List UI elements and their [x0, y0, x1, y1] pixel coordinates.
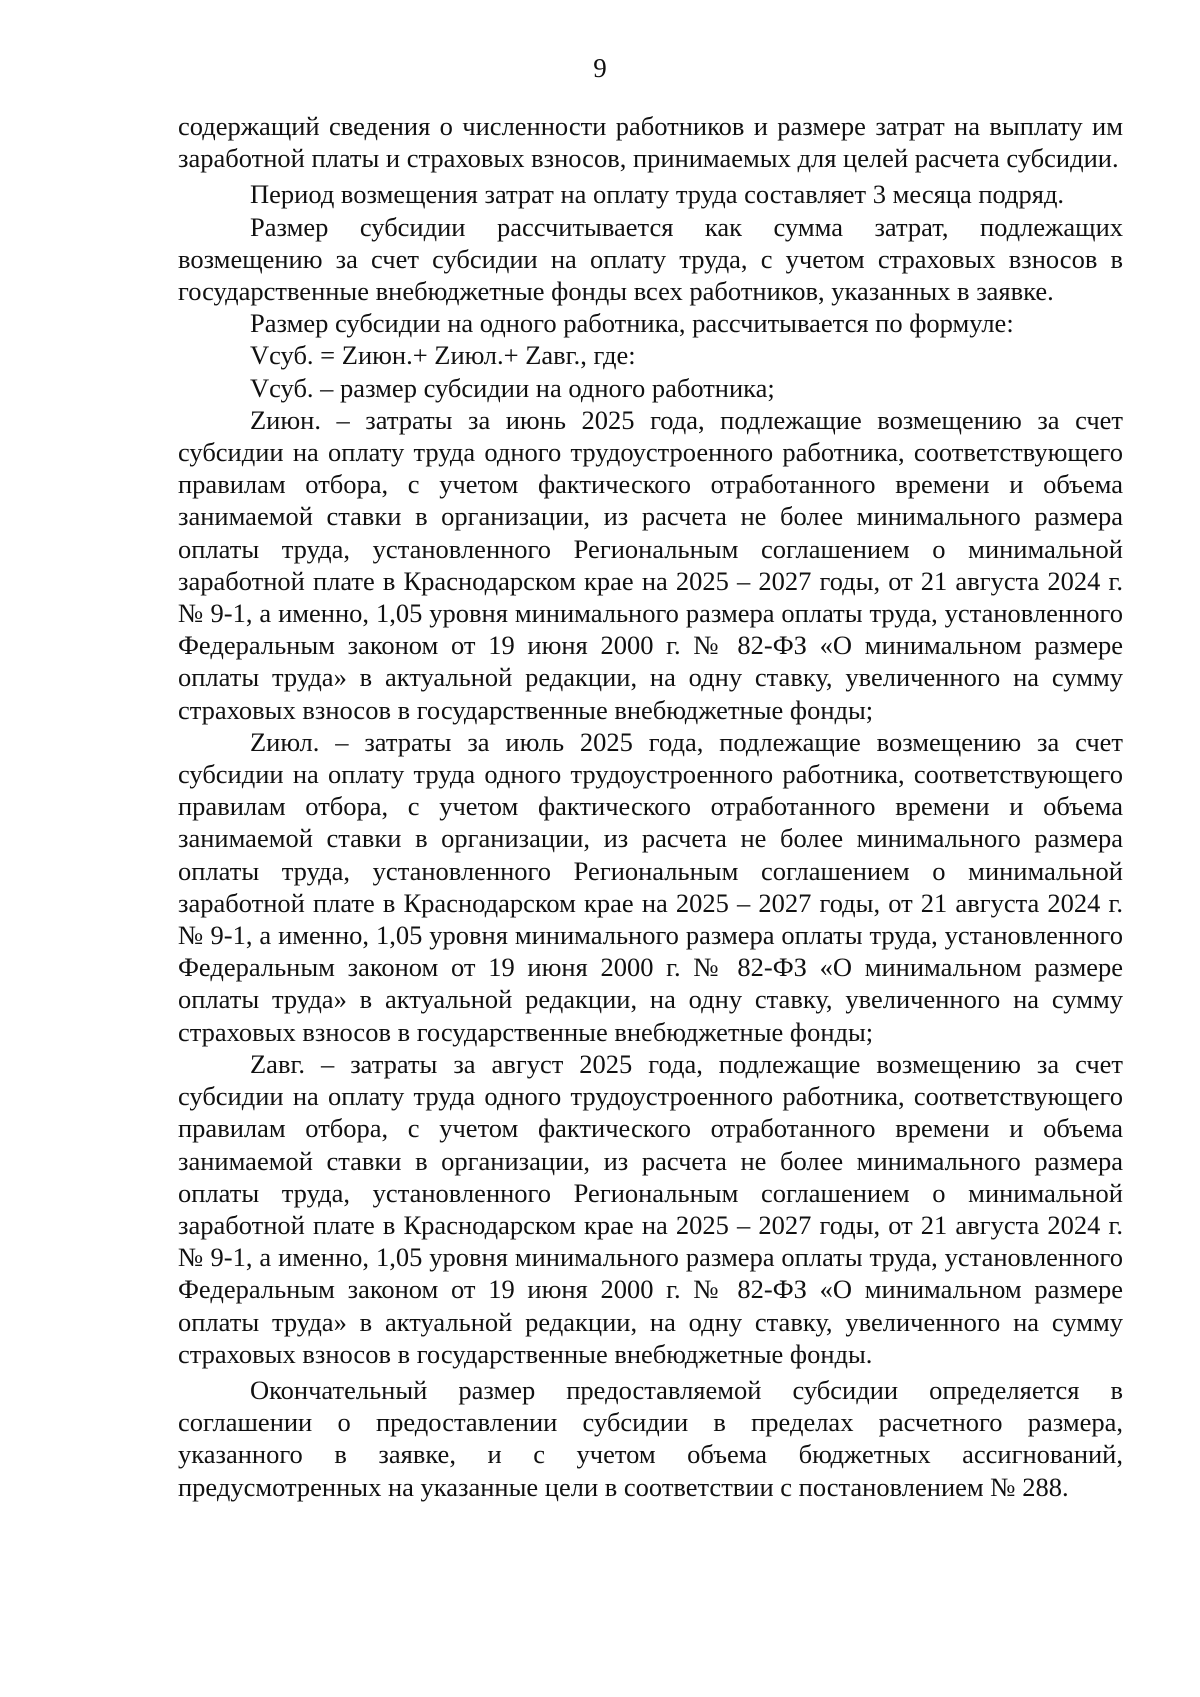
document-body: [178, 110, 1123, 1503]
paragraph-compensation-period: Период возмещения затрат на оплату труда составляет 3 месяца подряд.: [250, 179, 1065, 210]
definition-z-july: Zиюл. – затраты за июль 2025 года, подлежащие возмещению за счет субсидии на оплату труда одного трудоустроенного работника, соответствующего правилам отбора, с учетом фактического отработанного времени и объема занимаемой ставки в организации, из расчета не более минимального размера оплаты труда, установленного Региональным соглашением о минимальной заработной плате в Краснодарском крае на 2025 – 2027 годы, от 21 августа 2024 г. № 9-1, а именно, 1,05 уровня минимального размера оплаты труда, установленного Федеральным законом от 19 июня 2000 г. № 82-ФЗ «О минимальном размере оплаты труда» в актуальной редакции, на одну ставку, увеличенного на сумму страховых взносов в государственные внебюджетные фонды;: [178, 726, 1123, 1047]
definition-z-june: Zиюн. – затраты за июнь 2025 года, подлежащие возмещению за счет субсидии на оплату труда одного трудоустроенного работника, соответствующего правилам отбора, с учетом фактического отработанного времени и объема занимаемой ставки в организации, из расчета не более минимального размера оплаты труда, установленного Региональным соглашением о минимальной заработной плате в Краснодарском крае на 2025 – 2027 годы, от 21 августа 2024 г. № 9-1, а именно, 1,05 уровня минимального размера оплаты труда, установленного Федеральным законом от 19 июня 2000 г. № 82-ФЗ «О минимальном размере оплаты труда» в актуальной редакции, на одну ставку, увеличенного на сумму страховых взносов в государственные внебюджетные фонды;: [178, 404, 1123, 725]
page-number: 9: [593, 53, 607, 83]
definition-z-august: Zавг. – затраты за август 2025 года, подлежащие возмещению за счет субсидии на оплату труда одного трудоустроенного работника, соответствующего правилам отбора, с учетом фактического отработанного времени и объема занимаемой ставки в организации, из расчета не более минимального размера оплаты труда, установленного Региональным соглашением о минимальной заработной плате в Краснодарском крае на 2025 – 2027 годы, от 21 августа 2024 г. № 9-1, а именно, 1,05 уровня минимального размера оплаты труда, установленного Федеральным законом от 19 июня 2000 г. № 82-ФЗ «О минимальном размере оплаты труда» в актуальной редакции, на одну ставку, увеличенного на сумму страховых взносов в государственные внебюджетные фонды.: [178, 1048, 1123, 1369]
paragraph-subsidy-calculation: Размер субсидии рассчитывается как сумма затрат, подлежащих возмещению за счет субсидии на оплату труда, с учетом страховых взносов в государственные внебюджетные фонды всех работников, указанных в заявке.: [178, 211, 1123, 307]
paragraph-final-amount: Окончательный размер предоставляемой субсидии определяется в соглашении о предоставлении субсидии в пределах расчетного размера, указанного в заявке, и с учетом объема бюджетных ассигнований, предусмотренных на указанные цели в соответствии с постановлением № 288.: [178, 1374, 1123, 1502]
paragraph-continuation: содержащий сведения о численности работников и размере затрат на выплату им заработной платы и страховых взносов, принимаемых для целей расчета субсидии.: [178, 111, 1123, 174]
paragraph-formula-intro: Размер субсидии на одного работника, рассчитывается по формуле:: [250, 308, 1014, 339]
formula-line: Vсуб. = Zиюн.+ Zиюл.+ Zавг., где:: [250, 340, 636, 371]
definition-vsub: Vсуб. – размер субсидии на одного работника;: [250, 372, 775, 403]
